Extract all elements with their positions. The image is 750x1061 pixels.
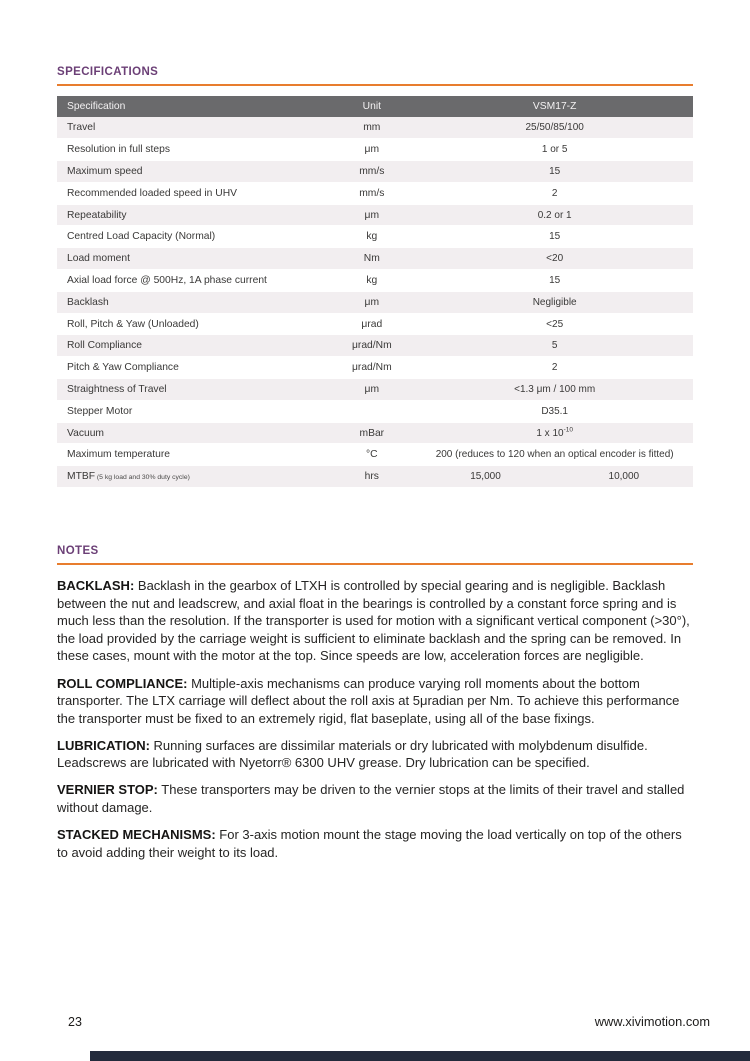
spec-name-cell: Axial load force @ 500Hz, 1A phase current: [57, 270, 327, 292]
table-row: [57, 466, 693, 488]
spec-name-cell: Roll, Pitch & Yaw (Unloaded): [57, 313, 327, 335]
notes-list: [57, 577, 693, 861]
spec-condition-note: (5 kg load and 30% duty cycle): [95, 474, 190, 482]
unit-cell: hrs: [327, 466, 416, 488]
table-row: [57, 139, 693, 161]
value-cell: 2: [416, 182, 693, 204]
specifications-heading: SPECIFICATIONS: [57, 66, 159, 78]
header-model: VSM17-Z: [416, 96, 693, 117]
specifications-divider: [57, 84, 693, 86]
spec-name-cell: Maximum temperature: [57, 444, 327, 466]
table-row: [57, 357, 693, 379]
unit-cell: μm: [327, 139, 416, 161]
table-row: [57, 226, 693, 248]
unit-cell: μm: [327, 291, 416, 313]
unit-cell: μm: [327, 204, 416, 226]
unit-cell: mm/s: [327, 182, 416, 204]
spec-name-cell: Backlash: [57, 291, 327, 313]
unit-cell: kg: [327, 226, 416, 248]
table-row: [57, 400, 693, 422]
table-row: [57, 248, 693, 270]
page-content: [57, 0, 693, 871]
spec-name-cell: Stepper Motor: [57, 400, 327, 422]
spec-name-cell: Pitch & Yaw Compliance: [57, 357, 327, 379]
unit-cell: mBar: [327, 422, 416, 444]
value-subcell: 10,000: [608, 471, 640, 483]
table-header-row: [57, 96, 693, 117]
page-footer: [68, 1014, 710, 1029]
value-cell: [416, 466, 693, 488]
spec-name-cell: Roll Compliance: [57, 335, 327, 357]
unit-cell: μrad/Nm: [327, 357, 416, 379]
spec-name-cell: MTBF (5 kg load and 30% duty cycle): [57, 466, 327, 488]
note-paragraph: BACKLASH: Backlash in the gearbox of LTXH is controlled by special gearing and is negligible. Backlash between the nut and leadscrew, and axial float in the bearings is controlled by a constant force spring and is much less than the resolution. If the transporter is used for motion with a significant vertical component (>30°), the load provided by the carriage weight is sufficient to eliminate backlash and the spring can be removed. In these cases, mount with the motor at the top. Since speeds are low, acceleration forces are negligible.: [57, 578, 690, 664]
notes-divider: [57, 563, 693, 565]
table-row: [57, 291, 693, 313]
value-cell: D35.1: [416, 400, 693, 422]
value-cell: <25: [416, 313, 693, 335]
table-row: [57, 182, 693, 204]
table-row: [57, 117, 693, 139]
note-label: STACKED MECHANISMS:: [57, 827, 216, 843]
note-paragraph: STACKED MECHANISMS: For 3-axis motion mount the stage moving the load vertically on top of the others to avoid adding their weight to its load.: [57, 827, 682, 860]
spec-name-cell: Vacuum: [57, 422, 327, 444]
spec-name-cell: Repeatability: [57, 204, 327, 226]
specifications-table: [57, 96, 693, 488]
value-subcell: 15,000: [470, 471, 501, 483]
value-cell: 25/50/85/100: [416, 117, 693, 139]
table-row: [57, 270, 693, 292]
unit-cell: kg: [327, 270, 416, 292]
table-row: [57, 313, 693, 335]
spec-name-cell: Centred Load Capacity (Normal): [57, 226, 327, 248]
unit-cell: Nm: [327, 248, 416, 270]
footer-bar: [90, 1051, 750, 1061]
value-cell: 1 x $10^{-10}$: [416, 422, 693, 444]
note-label: ROLL COMPLIANCE:: [57, 675, 188, 691]
note-paragraph: LUBRICATION: Running surfaces are dissimilar materials or dry lubricated with molybdenum disulfide. Leadscrews are lubricated with Nyetorr® 6300 UHV grease. Dry lubrication can be specified.: [57, 737, 648, 771]
unit-cell: mm: [327, 117, 416, 139]
note-label: LUBRICATION:: [57, 737, 150, 753]
table-row: [57, 335, 693, 357]
unit-cell: mm/s: [327, 161, 416, 183]
value-cell: 1 or 5: [416, 139, 693, 161]
unit-cell: μrad: [327, 313, 416, 335]
table-row: [57, 422, 693, 444]
website-link[interactable]: www.xivimotion.com: [594, 1014, 710, 1029]
value-cell: Negligible: [416, 291, 693, 313]
unit-cell: [327, 400, 416, 422]
unit-cell: °C: [327, 444, 416, 466]
value-cell: 15: [416, 226, 693, 248]
note-paragraph: ROLL COMPLIANCE: Multiple-axis mechanisms can produce varying roll moments about the bottom transporter. The LTX carriage will deflect about the roll axis at 5μradian per Nm. To achieve this performance the transporter must be fixed to an extremely rigid, flat baseplate, using all of the base fixings.: [57, 675, 680, 726]
spec-name-cell: Resolution in full steps: [57, 139, 327, 161]
table-row: [57, 444, 693, 466]
spec-name-cell: Straightness of Travel: [57, 379, 327, 401]
value-cell: 0.2 or 1: [416, 204, 693, 226]
header-specification: Specification: [57, 96, 327, 117]
value-cell: 15: [416, 161, 693, 183]
unit-cell: μrad/Nm: [327, 335, 416, 357]
note-label: BACKLASH:: [57, 578, 135, 594]
spec-name-cell: Maximum speed: [57, 161, 327, 183]
table-row: [57, 204, 693, 226]
spec-name-cell: Load moment: [57, 248, 327, 270]
unit-cell: μm: [327, 379, 416, 401]
value-cell: 2: [416, 357, 693, 379]
value-cell: 200 (reduces to 120 when an optical encoder is fitted): [416, 444, 693, 466]
value-cell: 5: [416, 335, 693, 357]
page-number: 23: [68, 1015, 82, 1029]
table-row: [57, 379, 693, 401]
header-unit: Unit: [327, 96, 416, 117]
value-cell: 15: [416, 270, 693, 292]
value-superscript: -10: [563, 426, 573, 434]
notes-heading: NOTES: [57, 545, 99, 558]
spec-name-cell: Recommended loaded speed in UHV: [57, 182, 327, 204]
spec-name-cell: Travel: [57, 117, 327, 139]
value-cell: <1.3 μm / 100 mm: [416, 379, 693, 401]
note-label: VERNIER STOP:: [57, 782, 158, 798]
note-paragraph: VERNIER STOP: These transporters may be driven to the vernier stops at the limits of their travel and stalled without damage.: [57, 782, 685, 816]
spec-table-body: [57, 117, 693, 488]
value-cell: <20: [416, 248, 693, 270]
table-row: [57, 161, 693, 183]
